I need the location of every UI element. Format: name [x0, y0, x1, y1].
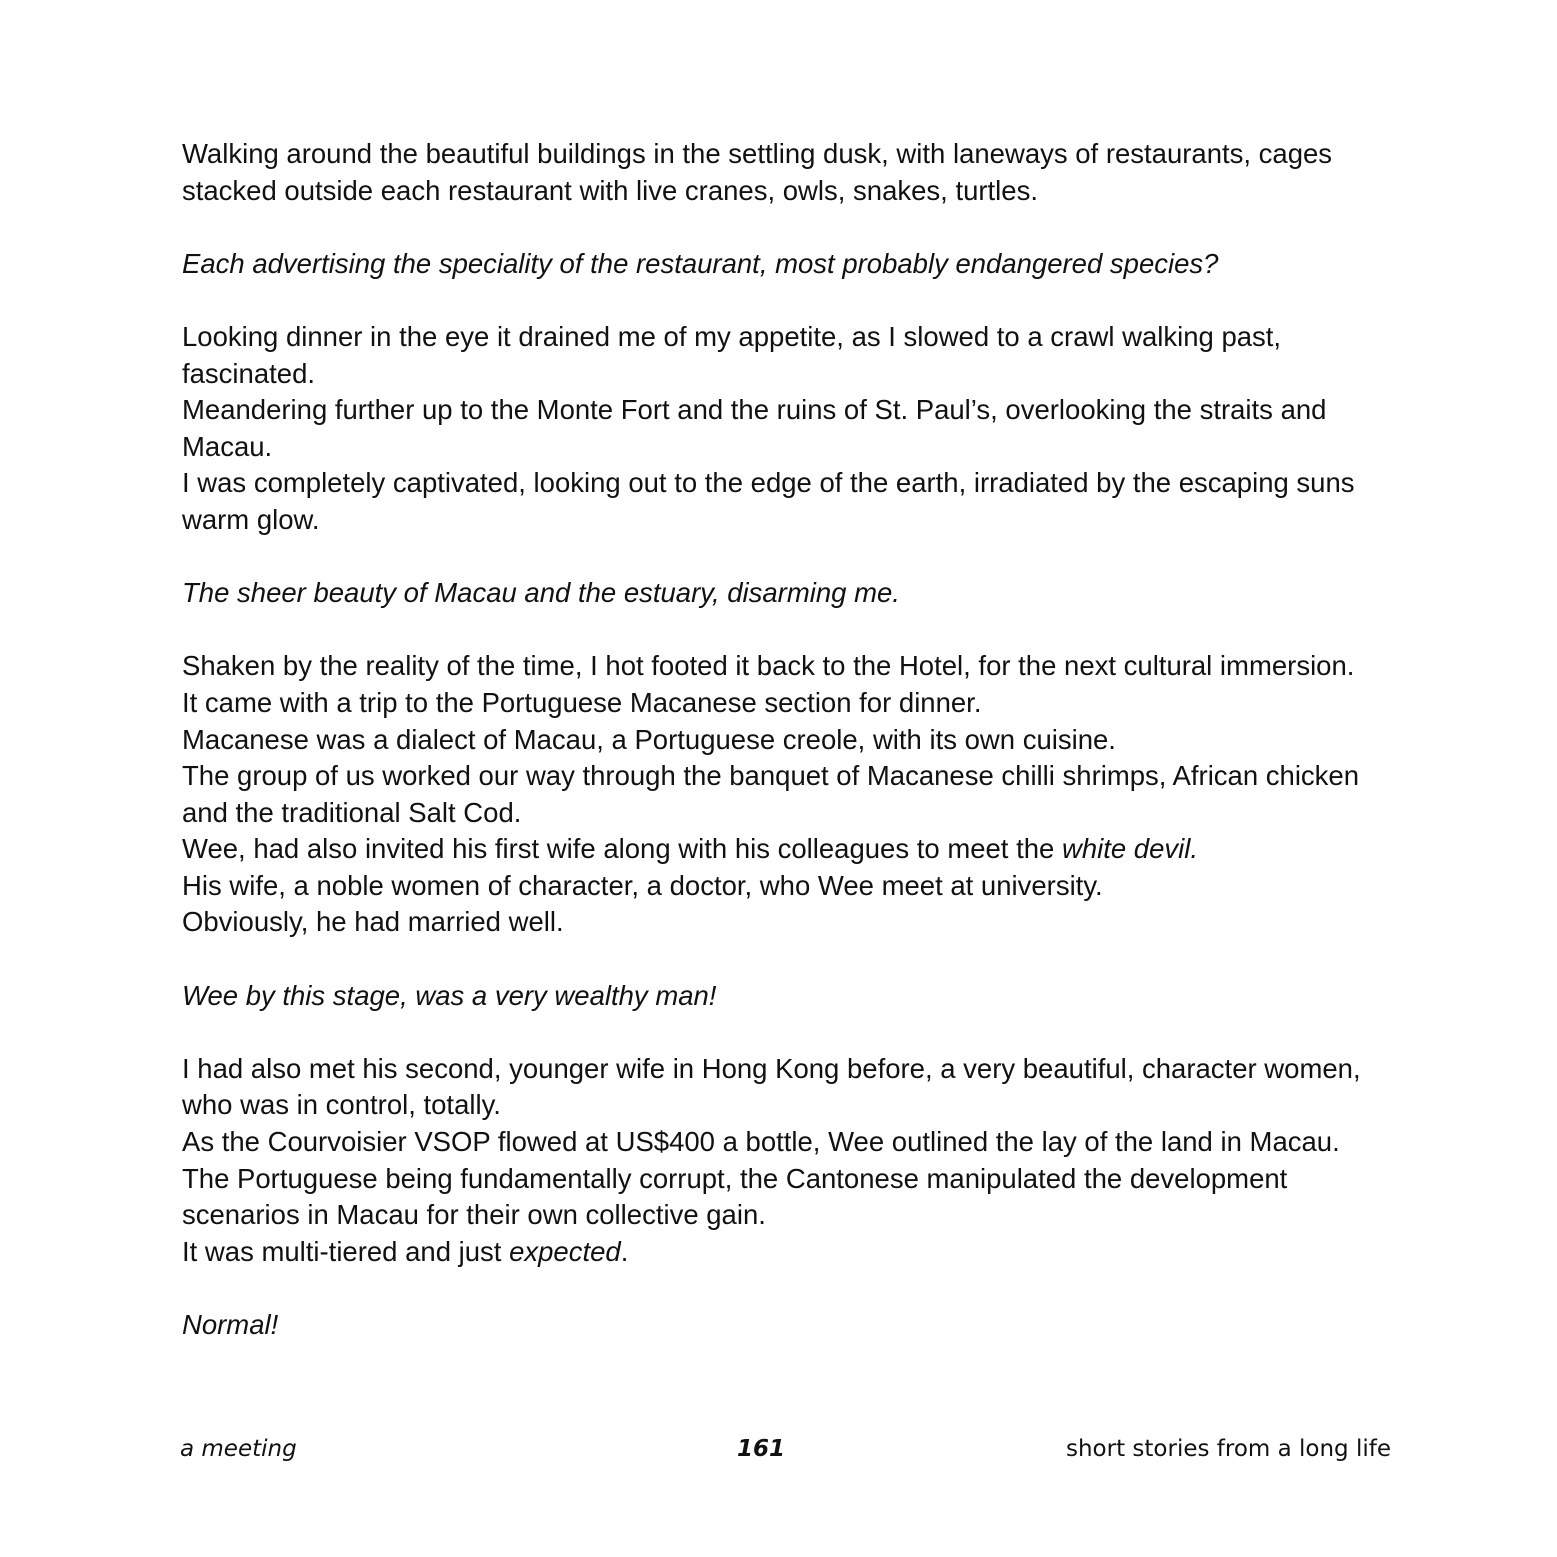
page-footer	[0, 1432, 1557, 1472]
multi-tiered-text: It was multi-tiered and just	[182, 1235, 510, 1267]
paragraph-courvoisier: As the Courvoisier VSOP flowed at US$400 a bottle, Wee outlined the lay of the land in Macau.	[182, 1126, 1340, 1158]
paragraph-noble-wife: His wife, a noble women of character, a doctor, who Wee meet at university.	[182, 869, 1103, 901]
paragraph-married-well: Obviously, he had married well.	[182, 906, 564, 938]
paragraph-dialect: Macanese was a dialect of Macau, a Portuguese creole, with its own cuisine.	[182, 723, 1116, 755]
paragraph-macanese-trip: It came with a trip to the Portuguese Macanese section for dinner.	[182, 686, 982, 718]
paragraph-captivated: I was completely captivated, looking out to the edge of the earth, irradiated by the escaping suns warm glow.	[182, 467, 1355, 535]
footer-chapter-title: a meeting	[180, 1436, 297, 1462]
period-text: .	[620, 1235, 629, 1267]
paragraph-first-wife	[182, 831, 1412, 868]
paragraph-multi-tiered	[182, 1234, 1412, 1271]
white-devil-text: white devil.	[1061, 833, 1199, 865]
expected-text: expected	[509, 1235, 621, 1267]
paragraph-monte-fort: Meandering further up to the Monte Fort and the ruins of St. Paul’s, overlooking the straits and Macau.	[182, 394, 1327, 462]
paragraph-second-wife: I had also met his second, younger wife in Hong Kong before, a very beautiful, character women, who was in control, totally.	[182, 1052, 1361, 1121]
paragraph-dinner-eye: Looking dinner in the eye it drained me of my appetite, as I slowed to a crawl walking past, fascinated.	[182, 320, 1282, 389]
footer-book-title: short stories from a long life	[1066, 1436, 1391, 1462]
paragraph-hotel: Shaken by the reality of the time, I hot footed it back to the Hotel, for the next cultural immersion.	[182, 650, 1355, 682]
paragraph-portuguese-corrupt: The Portuguese being fundamentally corrupt, the Cantonese manipulated the development scenarios in Macau for their own collective gain.	[182, 1162, 1288, 1231]
first-wife-text: Wee, had also invited his first wife along with his colleagues to meet the	[182, 833, 1062, 865]
paragraph-banquet: The group of us worked our way through the banquet of Macanese chilli shrimps, African chicken and the traditional Salt Cod.	[182, 760, 1360, 828]
paragraph-wealthy-man: Wee by this stage, was a very wealthy man!	[182, 979, 717, 1011]
paragraph-sheer-beauty: The sheer beauty of Macau and the estuary, disarming me.	[182, 577, 900, 609]
paragraph-normal: Normal!	[182, 1309, 279, 1340]
page-body	[182, 136, 1412, 1344]
paragraph-endangered-species: Each advertising the speciality of the restaurant, most probably endangered species?	[182, 247, 1219, 279]
footer-page-number: 161	[737, 1436, 786, 1462]
paragraph-laneways: Walking around the beautiful buildings in the settling dusk, with laneways of restaurants, cages stacked outside each restaurant with live cranes, owls, snakes, turtles.	[182, 138, 1333, 206]
